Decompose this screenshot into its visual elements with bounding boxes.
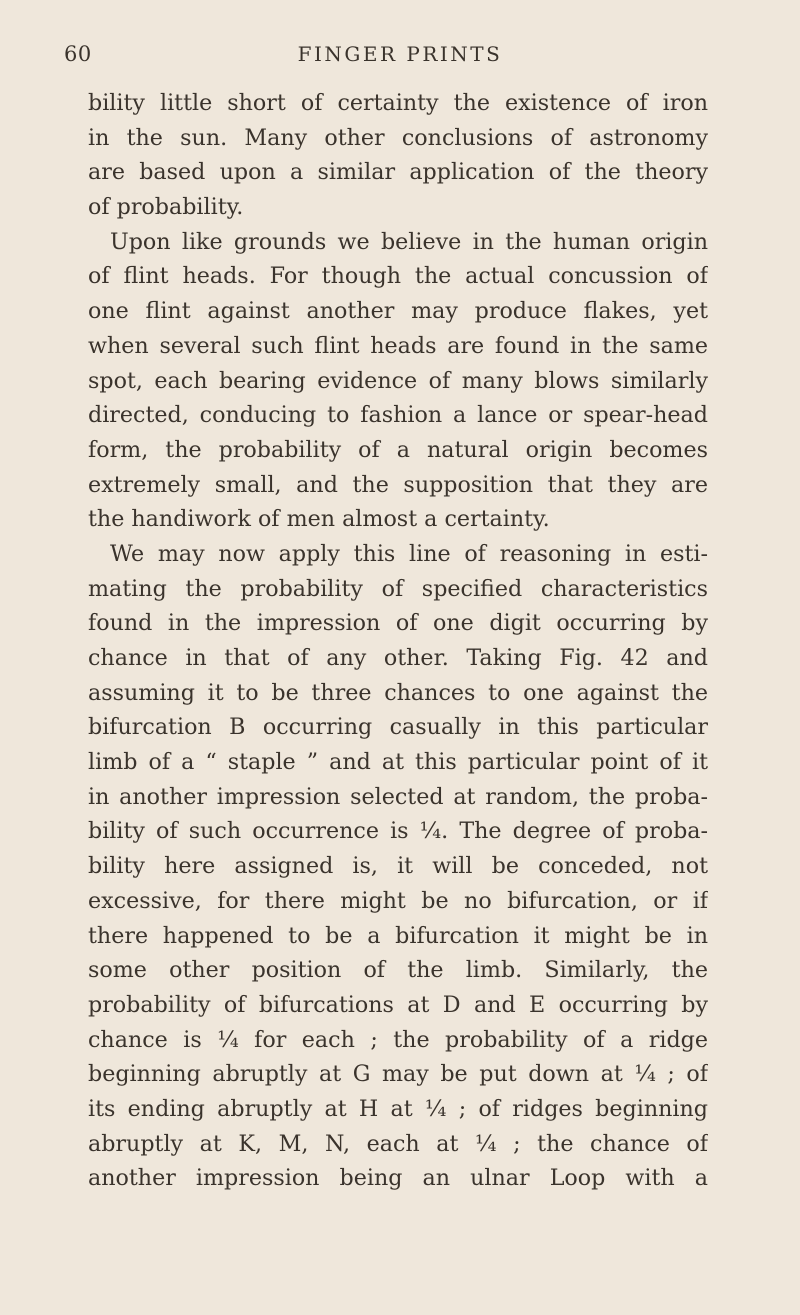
text-line: are based upon a similar application of the theory: [88, 159, 708, 186]
text-line: chance is ¼ for each ; the probability of a ridge: [88, 1026, 708, 1053]
page-number: 60: [64, 42, 92, 66]
text-line: excessive, for there might be no bifurcation, or if: [88, 887, 708, 914]
text-line: in another impression selected at random, the proba-: [88, 783, 708, 810]
text-line: assuming it to be three chances to one against the: [88, 679, 708, 706]
text-line: of probability.: [88, 194, 244, 221]
body-text: [88, 86, 708, 1196]
text-line: of flint heads. For though the actual concussion of: [88, 263, 708, 290]
text-line: found in the impression of one digit occurring by: [88, 610, 708, 637]
text-line: bility of such occurrence is ¼. The degree of proba-: [88, 818, 708, 845]
text-line: abruptly at K, M, N, each at ¼ ; the chance of: [88, 1130, 708, 1157]
text-line: probability of bifurcations at D and E occurring by: [88, 991, 708, 1018]
text-line: some other position of the limb. Similarly, the: [88, 957, 708, 984]
text-line: in the sun. Many other conclusions of astronomy: [88, 124, 708, 151]
text-line: when several such flint heads are found in the same: [88, 332, 708, 359]
text-line: We may now apply this line of reasoning in esti-: [110, 540, 708, 567]
text-line: the handiwork of men almost a certainty.: [88, 506, 550, 533]
running-title: FINGER PRINTS: [297, 42, 503, 66]
text-line: one flint against another may produce flakes, yet: [88, 298, 708, 325]
text-line: extremely small, and the supposition that they are: [88, 471, 708, 498]
running-head: [64, 42, 736, 76]
text-line: bifurcation B occurring casually in this particular: [88, 714, 708, 741]
text-line: directed, conducing to fashion a lance or spear-head: [88, 402, 708, 429]
text-line: chance in that of any other. Taking Fig. 42 and: [88, 645, 708, 671]
text-line: bility little short of certainty the existence of iron: [88, 90, 708, 116]
text-line: Upon like grounds we believe in the human origin: [110, 228, 708, 255]
text-line: spot, each bearing evidence of many blows similarly: [88, 367, 708, 394]
text-line: another impression being an ulnar Loop with a: [88, 1165, 708, 1192]
text-line: limb of a “ staple ” and at this particular point of it: [88, 749, 708, 776]
text-line: mating the probability of specified characteristics: [88, 575, 708, 602]
text-line: its ending abruptly at H at ¼ ; of ridges beginning: [88, 1095, 708, 1122]
text-line: form, the probability of a natural origin becomes: [88, 436, 708, 463]
text-line: there happened to be a bifurcation it might be in: [88, 922, 708, 949]
text-line: beginning abruptly at G may be put down at ¼ ; of: [88, 1061, 708, 1088]
text-line: bility here assigned is, it will be conceded, not: [88, 853, 708, 880]
